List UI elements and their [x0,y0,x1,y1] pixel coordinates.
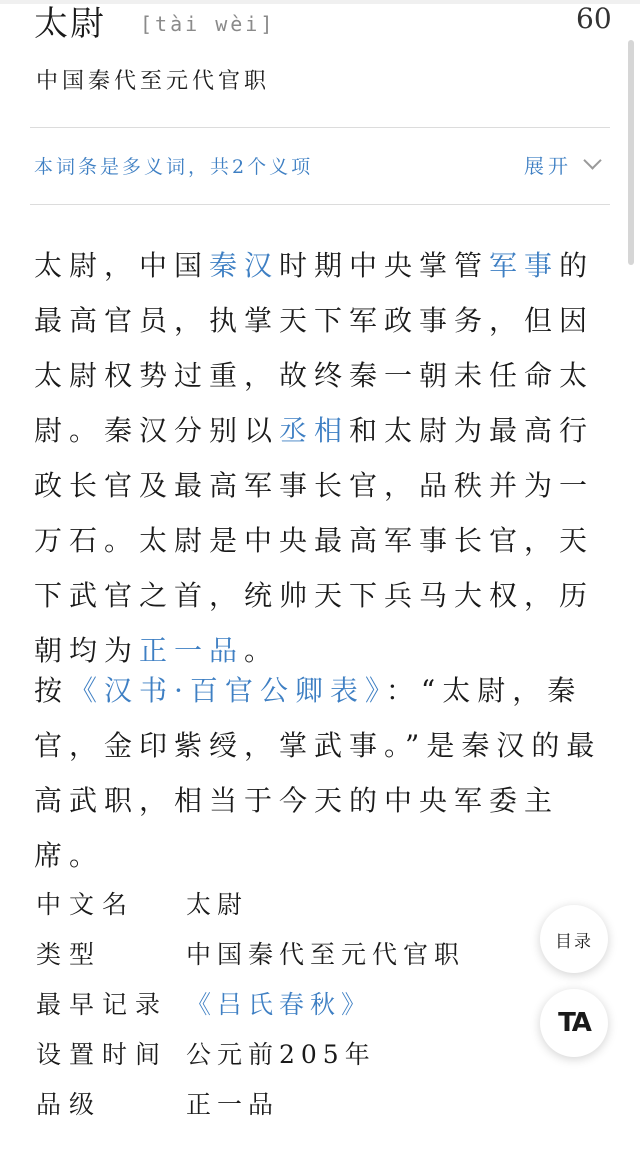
pinyin: [tài wèi] [140,12,276,36]
divider [30,127,610,128]
infobox-row [36,928,465,978]
divider [30,204,610,205]
link-chancellor[interactable]: 丞相 [279,414,350,447]
link-first-rank[interactable]: 正一品 [139,634,245,667]
polysemy-notice[interactable]: 本词条是多义词，共2个义项 [34,156,314,178]
scrollbar[interactable] [628,40,634,265]
ta-button[interactable] [540,989,608,1057]
infobox-value: 中国秦代至元代官职 [186,940,466,969]
text-segment: 和太尉为最高行政长官及最高军事长官，品秩并为一万石。太尉是中央最高军事长官，天下武官之首，统帅天下兵马大权，历朝均为 [34,414,595,667]
infobox [36,878,465,1128]
infobox-key: 品级 [36,1090,103,1119]
infobox-value-link[interactable]: 《吕氏春秋》 [186,990,373,1019]
expand-button[interactable] [524,150,599,179]
history-paragraph [34,663,614,883]
link-hanshu[interactable]: 《汉书·百官公卿表》 [69,674,386,707]
infobox-value: 正一品 [186,1090,280,1119]
intro-paragraph [34,238,614,678]
text-segment: 时期中央掌管 [279,249,490,282]
corner-text: 60 [576,2,612,35]
toc-button[interactable] [540,905,608,973]
text-segment: 的最高官员，执掌天下军政事务，但因太尉权势过重，故终秦一朝未任命太尉。秦汉分别以 [34,249,595,447]
toc-label: 目录 [555,931,593,952]
infobox-value: 公元前205年 [186,1040,376,1069]
text-segment: ：“太尉，秦官，金印紫绶，掌武事。”是秦汉的最高武职，相当于今天的中央军委主席。 [34,674,602,872]
text-segment: 太尉，中国 [34,249,210,282]
infobox-value: 太尉 [186,890,249,919]
entry-title: 太尉 [34,4,106,44]
infobox-key: 类型 [36,940,103,969]
ta-icon: TA [558,1008,590,1038]
text-segment: 。 [244,634,280,667]
infobox-row [36,1028,465,1078]
link-qin-han[interactable]: 秦汉 [209,249,280,282]
infobox-row [36,878,465,928]
text-segment: 按 [34,674,70,707]
expand-label: 展开 [524,154,572,178]
link-military[interactable]: 军事 [489,249,560,282]
chevron-down-icon [583,151,601,169]
infobox-key: 最早记录 [36,990,169,1019]
infobox-key: 设置时间 [36,1040,169,1069]
infobox-row [36,978,465,1028]
entry-summary: 中国秦代至元代官职 [36,69,271,94]
infobox-row [36,1078,465,1128]
infobox-key: 中文名 [36,890,136,919]
